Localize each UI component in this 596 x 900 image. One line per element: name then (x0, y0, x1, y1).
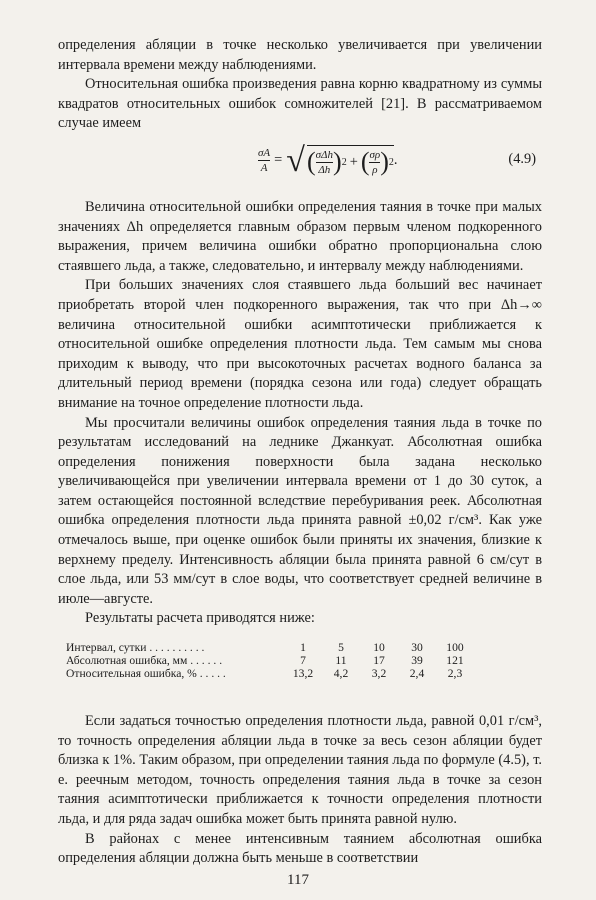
paragraph-1: определения абляции в точке несколько увеличивается при увеличении интервала времени между наблюдениями. (58, 37, 542, 73)
term1-fraction: $\frac{\text{σΔh}}{\Delta h}$ (315, 148, 334, 176)
lhs-fraction: $\frac{\sigma A}{A}$ (258, 147, 271, 175)
results-table (66, 641, 474, 680)
equation-number: (4.9) (508, 150, 536, 167)
exponent-2: 2 (388, 156, 394, 168)
paragraph-3: Величина относительной ошибки определения таяния в точке при малых значениях Δh определяется главным образом первым членом подкоренного выражения, причем величина ошибки обратно пропорциональна слою стаявшего льда, а также, следовательно, и интервалу между наблюдениями. (58, 198, 542, 274)
sqrt-sign: √ (286, 141, 305, 179)
term2-fraction: $\frac{\sigma\rho}{\rho}$ (369, 148, 381, 176)
radicand: ( $\frac{\text{σΔh}}{\Delta h}$ ) 2 + ( $\frac{\sigma\rho}{\rho}$ ) 2 (307, 145, 394, 177)
paragraph-4: При больших значениях слоя стаявшего льда больший вес начинает приобретать второй член подкоренного выражения, так что при Δh→∞ величина относительной ошибки асимптотически приближается к относительной ошибке определения плотности льда. Тем самым мы снова приходим к выводу, что при высокоточных расчетах водного баланса за длительный период времени (порядка сезона или года) следует обращать внимание на точное определение плотности льда. (58, 277, 542, 411)
formula-4-9: $\frac{\sigma A}{A}$ = √ ( $\frac{\text{σΔh}}{\Delta h}$ ) 2 + ( $\frac{\sigma\rho}{\rho}$ ) 2 . (4.9) (258, 141, 536, 179)
body-text (58, 36, 542, 869)
paragraph-2: Относительная ошибка произведения равна корню квадратному из суммы квадратов относительных ошибок сомножителей [21]. В рассматриваемом случае имеем (58, 76, 542, 132)
table-row: Абсолютная ошибка, мм . . . . . . 7 11 17 39 121 (66, 654, 464, 668)
table-row: Интервал, сутки . . . . . . . . . . 1 5 10 30 100 (66, 641, 464, 655)
table-row: Относительная ошибка, % . . . . . 13,2 4,2 3,2 2,4 2,3 (66, 667, 463, 681)
paragraph-7: Если задаться точностью определения плотности льда, равной 0,01 г/см³, то точность определения абляции льда в точке за весь сезон абляции будет близка к 1%. Таким образом, при определении таяния льда по формуле (4.5), т. е. реечным методом, точность определения таяния льда в точке за сезон таяния асимптотически приближается к точности определения плотности льда, и для ряда задач ошибка может быть принята равной нулю. (58, 713, 542, 827)
paragraph-6: Результаты расчета приводятся ниже: (85, 610, 315, 627)
paragraph-8: В районах с менее интенсивным таянием абсолютная ошибка определения абляции должна быть меньше в соответствии (58, 830, 542, 867)
page-number: 117 (287, 872, 309, 888)
paragraph-5: Мы просчитали величины ошибок определения таяния льда в точке по результатам исследований на леднике Джанкуат. Абсолютная ошибка определения понижения поверхности была задана несколько увеличивающейся при увеличении интервала времени от 1 до 30 суток, а затем остающейся постоянной вследствие перебуривания реек. Абсолютная ошибка определения плотности льда принята равной ±0,02 г/см³. Как уже отмечалось выше, при оценке ошибок были приняты их значения, близкие к верхнему пределу. Интенсивность абляции была принята равной 6 см/сут в слое льда, или 53 мм/сут в слое воды, что соответствует средней величине в июле—августе. (58, 414, 542, 607)
